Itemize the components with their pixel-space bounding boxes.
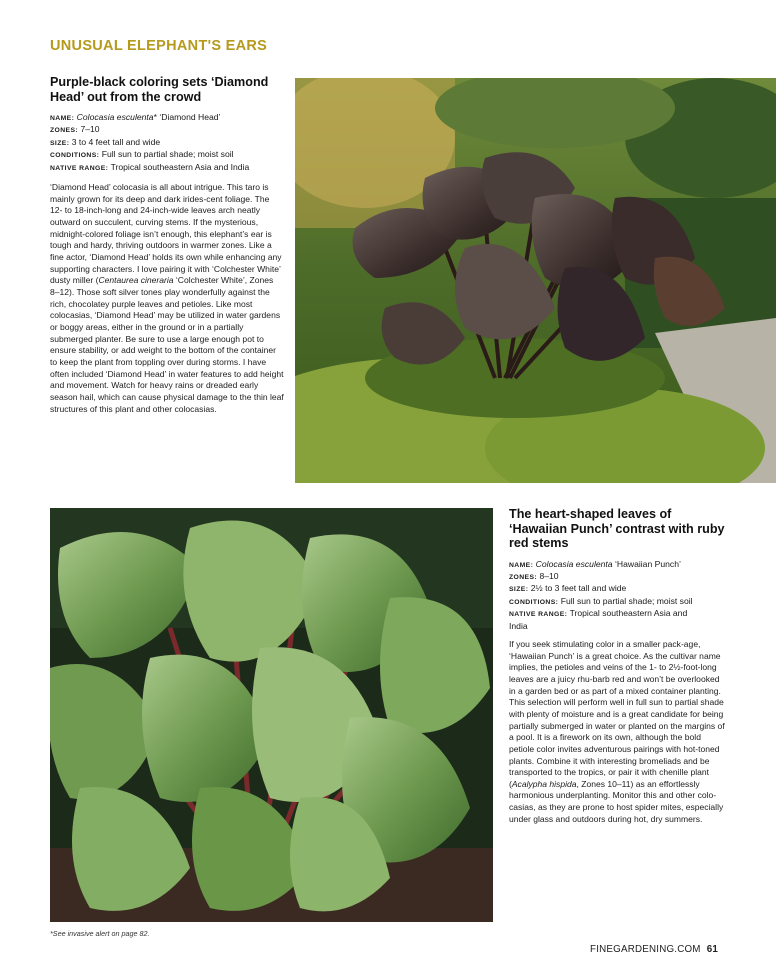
body-botanical: Acalypha hispida	[511, 778, 577, 789]
plant-name	[509, 559, 727, 571]
size-label: SIZE:	[50, 139, 70, 147]
body-botanical: Centaurea cineraria	[98, 275, 174, 286]
name-label: NAME:	[50, 115, 75, 122]
range-label: NATIVE RANGE:	[50, 164, 109, 172]
size-label: SIZE:	[509, 586, 529, 594]
plant-range	[509, 608, 699, 631]
article-headline: The heart-shaped leaves of ‘Hawaiian Punch’ contrast with ruby red stems	[509, 507, 725, 550]
page-number: 61	[706, 944, 718, 955]
conditions-value: Full sun to partial shade; moist soil	[101, 149, 234, 160]
conditions-label: CONDITIONS:	[50, 152, 100, 160]
size-value: 3 to 4 feet tall and wide	[71, 136, 161, 147]
zones-label: ZONES:	[50, 127, 79, 135]
conditions-label: CONDITIONS:	[509, 598, 559, 606]
cultivar-name: * ‘Diamond Head’	[153, 112, 221, 122]
plant-size	[50, 137, 284, 149]
size-value: 2½ to 3 feet tall and wide	[530, 583, 627, 594]
folio	[590, 944, 718, 955]
cultivar-name: ‘Hawaiian Punch’	[612, 558, 681, 569]
body-text-cont: ‘Colchester White’, Zones 8–12). Those soft silver tones play wonderfully against the rich, chocolatey purple leaves and petioles. Like most colocasias, ‘Diamond Head’ may be utilized in water gardens or boggy areas, either in the ground or in a partially submerged planter. Be sure to use a large enough pot to ensure stability, or add weight to the bottom of the container to keep the plant from toppling over during storms. I have often included ‘Diamond Head’ in water features to add height and movement. Watch for heavy rains or dreaded early season hail, which can cause physical damage to the thin leaf structures of this plant and other colocasias.	[50, 275, 284, 414]
plant-zones	[509, 571, 727, 583]
plant-zones	[50, 124, 284, 136]
plant-name	[50, 112, 284, 124]
website-link[interactable]: FINEGARDENING.COM	[590, 944, 701, 955]
body-text-cont: , Zones 10–11) as an effortlessly harmonious underplanting. Monitor this and other colo-casias, as they are prone to host spider mites, especially under glass and outdoors during hot, dry summers.	[509, 778, 724, 824]
conditions-value: Full sun to partial shade; moist soil	[560, 595, 693, 606]
article-body	[509, 639, 727, 826]
section-title: UNUSUAL ELEPHANT'S EARS	[50, 38, 268, 54]
zones-value: 8–10	[539, 570, 559, 581]
zones-label: ZONES:	[509, 573, 538, 581]
article-headline: Purple-black coloring sets ‘Diamond Head’ out from the crowd	[50, 75, 269, 104]
body-text: ‘Diamond Head’ colocasia is all about intrigue. This taro is mainly grown for its deep and dark irides-cent foliage. The 12- to 18-inch-long and 24-inch-wide leaves arch neatly outward on succulent, curving stems. If the mysterious, midnight-colored foliage isn’t enough, this elephant’s ear is tough and hardy, thriving outdoors in warmer zones. Like a fine actor, ‘Diamond Head’ holds its own while enhancing any supporting characters. I love pairing it with ‘Colchester White’ dusty miller (	[50, 182, 282, 286]
body-text: If you seek stimulating color in a smaller pack-age, ‘Hawaiian Punch’ is a great choice. As the cultivar name implies, the petioles and veins of the 1- to 2½-foot-long leaves are a juicy rhu-barb red and won’t be overlooked in a garden bed or as part of a mixed container planting. This selection will perform well in full sun to partial shade with plenty of moisture and is a great candidate for being partially submerged in water or planted on the margins of a pool. It is a firework on its own, although the bold petiole color invites adventurous pairings with hot-toned plants. Combine it with interesting bromeliads and be transported to the tropics, or pair it with chenille plant (	[509, 638, 725, 789]
plant-size	[509, 583, 727, 595]
photo-diamond-head	[295, 78, 776, 483]
name-label: NAME:	[509, 561, 534, 569]
footnote: *See invasive alert on page 82.	[50, 929, 150, 938]
plant-range	[50, 162, 250, 174]
range-label: NATIVE RANGE:	[509, 611, 568, 619]
plant-conditions	[509, 596, 699, 608]
article-diamond-head	[50, 75, 284, 415]
plant-conditions	[50, 149, 284, 161]
botanical-name: Colocasia esculenta	[76, 112, 154, 122]
botanical-name: Colocasia esculenta	[535, 558, 613, 569]
range-value: Tropical southeastern Asia and India	[110, 161, 250, 172]
range-value: Tropical southeastern Asia and India	[509, 608, 688, 631]
photo-hawaiian-punch	[50, 508, 493, 922]
zones-value: 7–10	[80, 124, 100, 135]
article-body	[50, 182, 284, 415]
article-hawaiian-punch	[509, 507, 727, 825]
